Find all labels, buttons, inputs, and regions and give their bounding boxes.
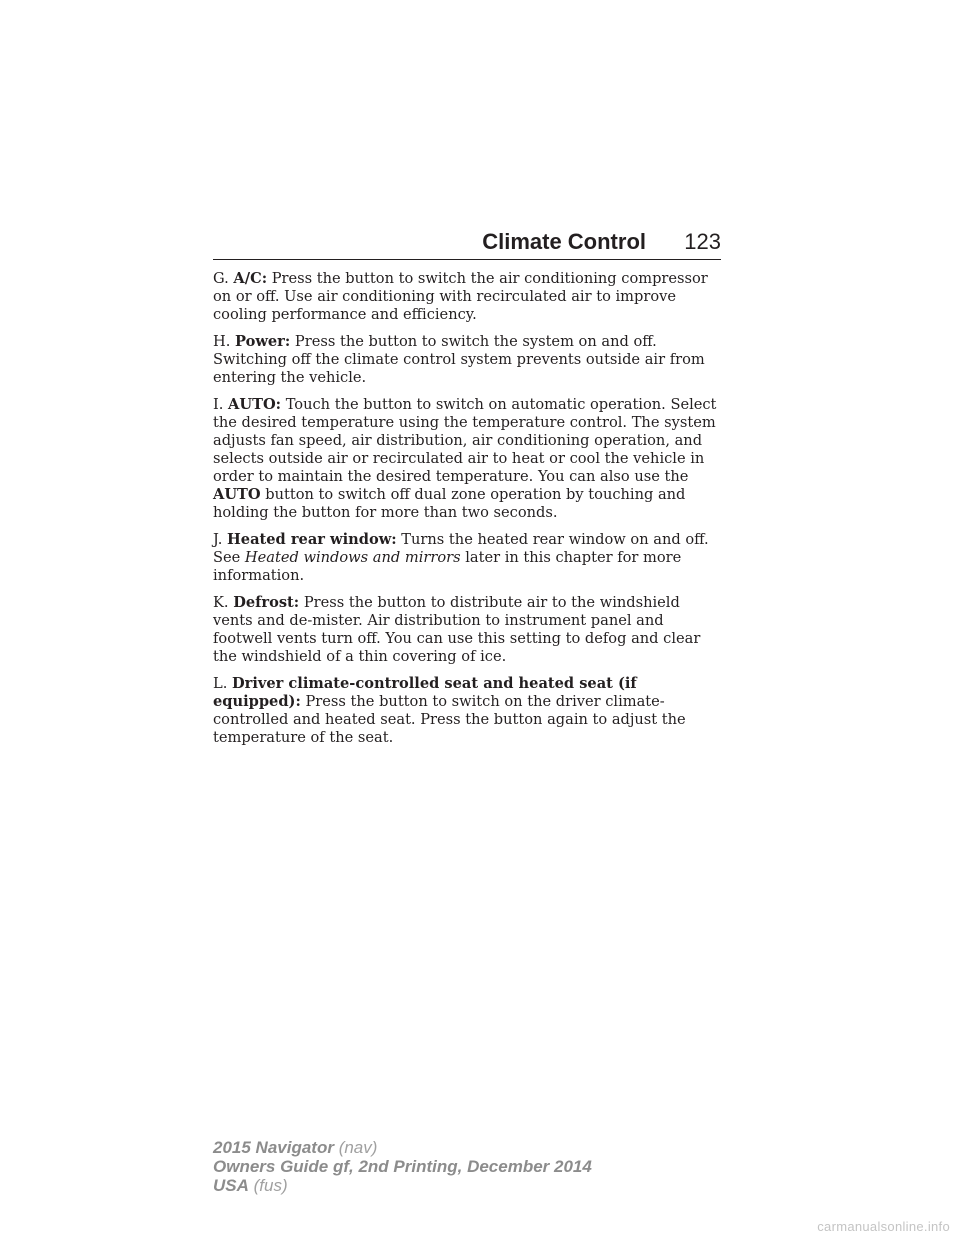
footer-model: 2015 Navigator xyxy=(213,1138,334,1157)
item-letter: H. xyxy=(213,333,231,350)
inline-bold: AUTO xyxy=(213,486,261,503)
footer-region: USA xyxy=(213,1176,249,1195)
footer-line-2: Owners Guide gf, 2nd Printing, December 2014 xyxy=(213,1157,592,1176)
item-label: AUTO: xyxy=(228,396,282,413)
footer-line-3 xyxy=(213,1176,592,1195)
item-text-continued: later in this chapter for more information. xyxy=(213,549,682,584)
item-g xyxy=(213,270,723,324)
item-label: Heated rear window: xyxy=(227,531,397,548)
item-text: Press the button to distribute air to the windshield vents and de-mister. Air distribution to instrument panel and footwell vents turn off. You can use this setting to defog and clear the windshield of a thin covering of ice. xyxy=(213,594,701,665)
item-h xyxy=(213,333,723,387)
item-text: Press the button to switch the system on and off. Switching off the climate control system prevents outside air from entering the vehicle. xyxy=(213,333,705,386)
item-text: Press the button to switch the air conditioning compressor on or off. Use air conditioning with recirculated air to improve cooling performance and efficiency. xyxy=(213,270,708,323)
body-text xyxy=(213,270,723,756)
item-text: Press the button to switch on the driver climate-controlled and heated seat. Press the button again to adjust the temperature of the seat. xyxy=(213,693,686,746)
cross-reference: Heated windows and mirrors xyxy=(244,549,461,566)
footer-model-code: (nav) xyxy=(338,1138,378,1157)
item-label: Power: xyxy=(235,333,291,350)
watermark: carmanualsonline.info xyxy=(817,1219,950,1234)
item-i xyxy=(213,396,723,522)
item-text-continued: button to switch off dual zone operation by touching and holding the button for more than two seconds. xyxy=(213,486,686,521)
item-text: Turns the heated rear window on and off. See xyxy=(213,531,709,566)
page-number: 123 xyxy=(684,229,721,254)
footer-line-1 xyxy=(213,1138,592,1157)
item-k xyxy=(213,594,723,666)
item-l xyxy=(213,675,723,747)
item-text: Touch the button to switch on automatic operation. Select the desired temperature using the temperature control. The system adjusts fan speed, air distribution, air conditioning operation, and selects outside air or recirculated air to heat or cool the vehicle in order to maintain the desired temperature. You can also use the xyxy=(213,396,717,485)
chapter-title: Climate Control xyxy=(482,229,646,254)
item-j xyxy=(213,531,723,585)
page-footer xyxy=(213,1138,592,1195)
item-letter: L. xyxy=(213,675,228,692)
item-label: Defrost: xyxy=(233,594,300,611)
item-letter: G. xyxy=(213,270,229,287)
item-letter: J. xyxy=(213,531,223,548)
footer-region-code: (fus) xyxy=(253,1176,288,1195)
item-letter: K. xyxy=(213,594,229,611)
page-header xyxy=(213,227,721,260)
item-label: Driver climate-controlled seat and heated seat (if equipped): xyxy=(213,675,637,710)
item-letter: I. xyxy=(213,396,224,413)
item-label: A/C: xyxy=(233,270,268,287)
